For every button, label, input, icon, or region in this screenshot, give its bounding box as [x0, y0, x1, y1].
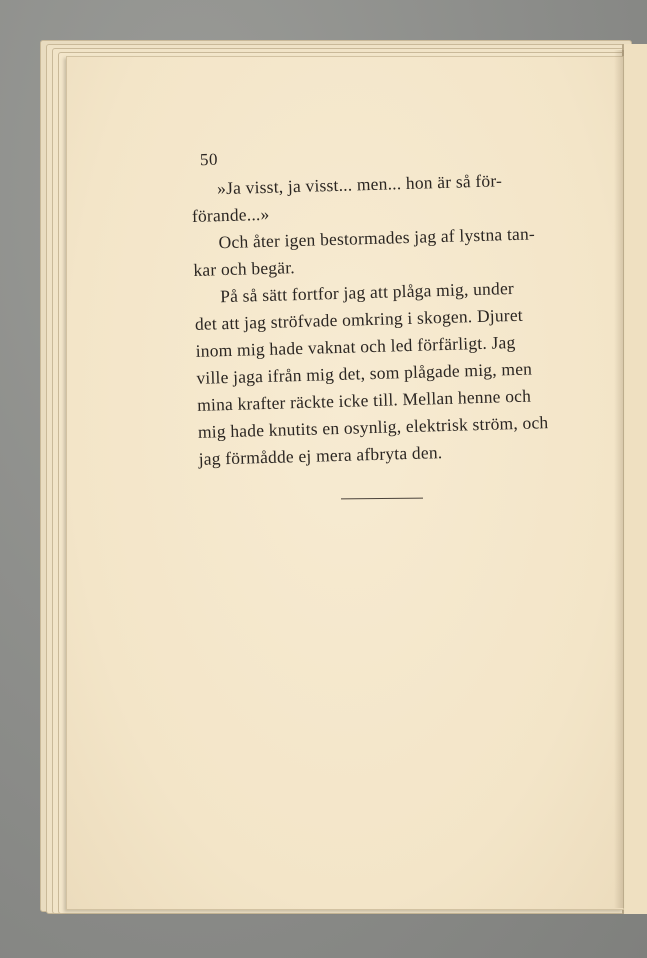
text-line: jag förmådde ej mera afbryta den.	[198, 442, 443, 469]
text-line: »Ja visst, ja visst... men... hon är så för-	[216, 170, 503, 199]
text-line: inom mig hade vaknat och led förfärligt. Jag	[195, 331, 516, 361]
text-line: ville jaga ifrån mig det, som plågade mig, men	[196, 358, 533, 388]
text-line: mina krafter räckte icke till. Mellan henne och	[196, 385, 532, 415]
text-line: Och åter igen bestormades jag af lystna tan-	[218, 223, 536, 253]
text-body	[191, 165, 579, 472]
page-number: 50	[199, 149, 219, 170]
text-line: förande...»	[191, 203, 270, 226]
text-line: mig hade knutits en osynlig, elektrisk ström, och	[197, 412, 549, 442]
text-line: På så sätt fortfor jag att plåga mig, under	[219, 278, 515, 307]
facing-page-edge	[622, 44, 647, 914]
gutter-shadow	[614, 50, 624, 908]
text-line: det att jag ströfvade omkring i skogen. Djuret	[194, 304, 524, 334]
text-line: kar och begär.	[193, 257, 296, 280]
paragraph-3	[194, 273, 579, 473]
